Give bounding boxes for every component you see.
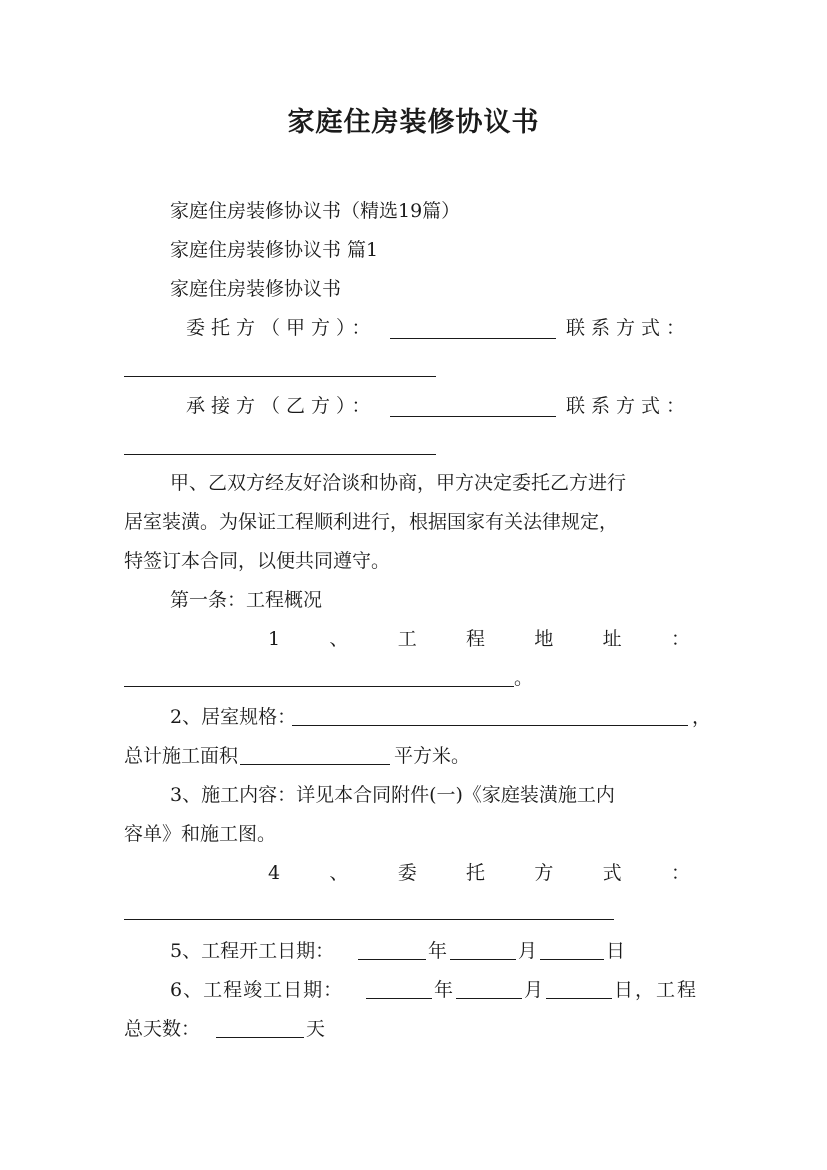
intro-line-3: 特签订本合同，以便共同遵守。 [124,550,391,572]
item-2-end: ， [692,706,712,728]
item-6-year-blank [366,998,432,999]
item-2-blank [292,725,688,726]
item-3-line-2: 容单》和施工图。 [124,823,277,845]
intro-heading: 家庭住房装修协议书（精选19篇） [170,200,461,222]
agreement-heading: 家庭住房装修协议书 [170,278,342,300]
total-days-label: 总天数： [124,1018,201,1040]
item-6-year: 年 [434,979,454,1001]
item-6-day: 日，工程 [614,979,699,1001]
party-b-contact-blank [124,454,436,455]
item-2-label: 2、居室规格： [170,706,297,728]
item-6-label: 6、工程竣工日期： [170,979,344,1001]
item-5-year-blank [358,959,426,960]
document-title: 家庭住房装修协议书 [287,107,540,138]
item-1-end: 。 [514,667,534,689]
item-5-month: 月 [518,940,538,962]
item-4-blank [124,919,614,920]
total-days-unit: 天 [306,1018,326,1040]
intro-line-2: 居室装潢。为保证工程顺利进行，根据国家有关法律规定， [124,511,619,533]
party-a-label: 委托方（甲方）： [186,317,377,339]
item-5-year: 年 [428,940,448,962]
party-a-contact-label: 联系方式： [566,317,692,339]
item-6-day-blank [546,998,612,999]
party-b-contact-label: 联系方式： [566,395,692,417]
party-b-label: 承接方（乙方）： [186,395,377,417]
article-1-heading: 第一条：工程概况 [170,589,323,611]
item-3-line-1: 3、施工内容：详见本合同附件(一)《家庭装潢施工内 [170,784,615,806]
section-heading: 家庭住房装修协议书 篇1 [170,239,379,261]
total-days-blank [216,1037,304,1038]
item-2-area-unit: 平方米。 [394,745,471,767]
party-a-blank [390,338,556,339]
item-5-month-blank [450,959,516,960]
party-a-contact-blank [124,376,436,377]
item-1-blank [124,686,514,687]
item-6-month: 月 [524,979,544,1001]
item-6-month-blank [456,998,522,999]
party-b-blank [390,416,556,417]
intro-line-1: 甲、乙双方经友好洽谈和协商，甲方决定委托乙方进行 [170,472,627,494]
item-5-day: 日 [606,940,626,962]
item-5-label: 5、工程开工日期： [170,940,335,962]
item-4-label: 4 、 委 托 方 式 ： [268,862,690,884]
item-1-label: 1 、 工 程 地 址 ： [268,628,690,650]
item-2-area-blank [240,764,390,765]
item-2-area-label: 总计施工面积 [124,745,239,767]
item-5-day-blank [540,959,604,960]
